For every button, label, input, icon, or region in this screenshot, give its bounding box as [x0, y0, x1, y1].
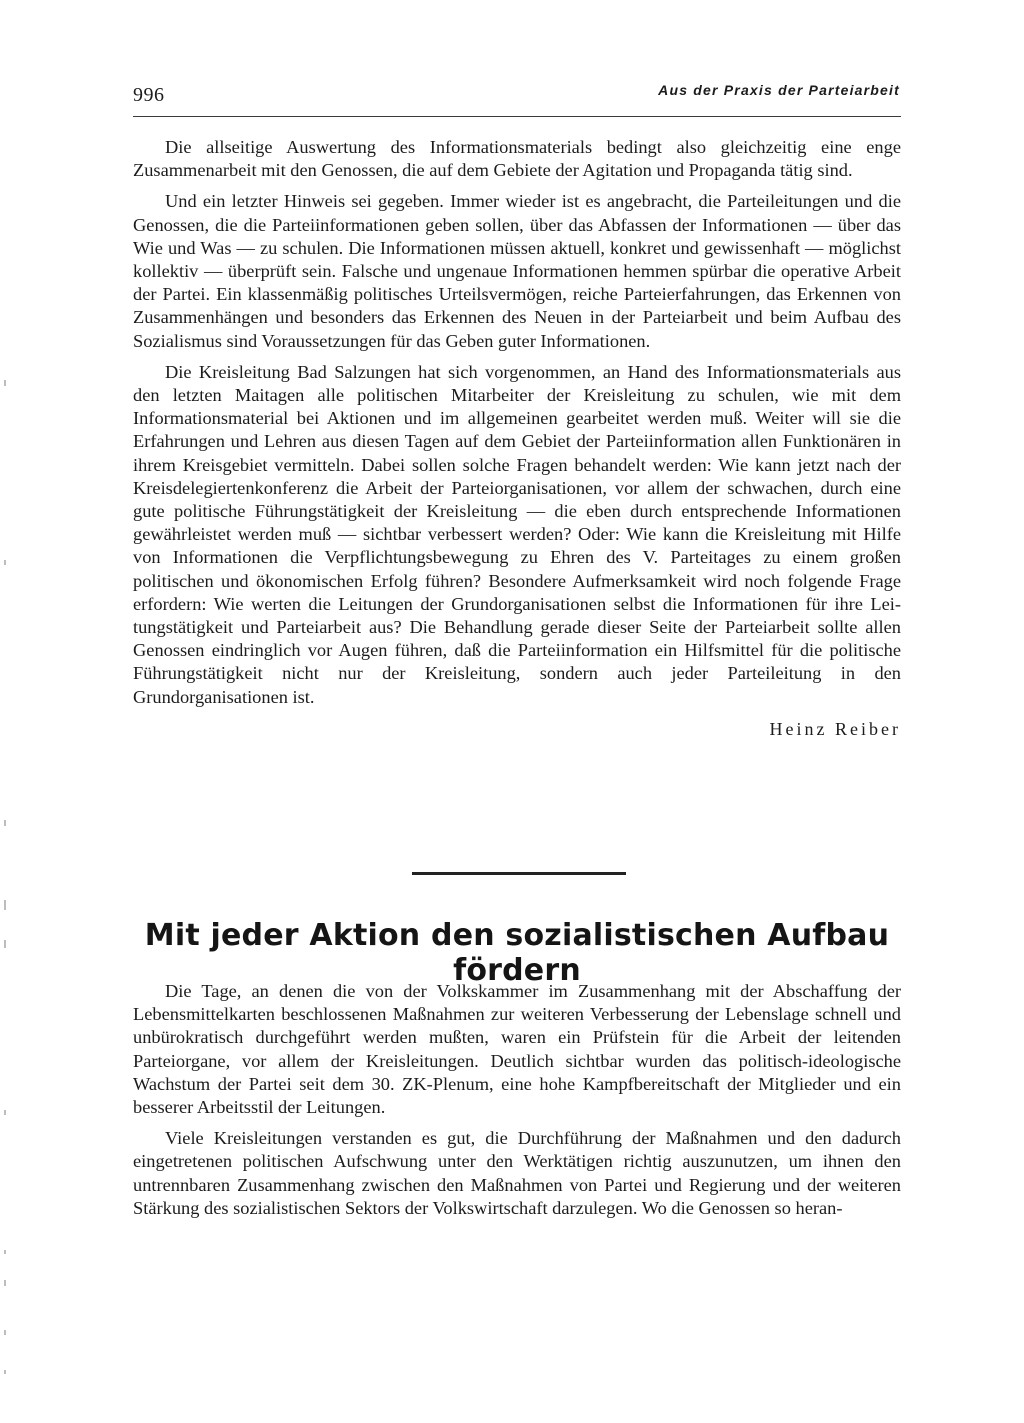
scan-margin-marks	[4, 0, 10, 1423]
article-2-paragraph-2: Viele Kreisleitungen verstanden es gut, die Durchführung der Maßnahmen und den dadurch eingetretenen politischen Aufschwung unter den Werktätigen richtig auszunutzen, um ihnen den untrennbaren Zusammenhang zwischen den Maßnahmen von Partei und Regierung und der weiteren Stärkung des sozialistischen Sektors der Volkswirtschaft darzulegen. Wo die Genossen so heran-	[133, 1128, 901, 1218]
article-2-body	[133, 980, 901, 1228]
article-1-paragraph-1: Die allseitige Auswertung des Informationsmaterials bedingt also gleichzeitig eine enge Zusammenarbeit mit den Genossen, die auf dem Gebiete der Agitation und Propaganda tätig sind.	[133, 137, 901, 181]
page-number: 996	[133, 84, 165, 106]
header-rule	[133, 116, 901, 117]
article-2-paragraph-1: Die Tage, an denen die von der Volkskammer im Zusammenhang mit der Abschaffung der Lebensmittelkarten beschlossenen Maßnahmen zur weiteren Verbesserung der Lebenslage schnell und unbürokratisch durchgeführt werden mußten, waren ein Prüfstein für die Arbeit der leitenden Parteiorgane, vor allem der Kreisleitungen. Deutlich sichtbar wurden das politisch-ideologische Wachstum der Partei seit dem 30. ZK-Plenum, eine hohe Kampfbereitschaft der Mitglieder und ein besserer Arbeitsstil der Leitungen.	[133, 981, 901, 1118]
article-1-paragraph-3: Die Kreisleitung Bad Salzungen hat sich vorgenommen, an Hand des Informationsmaterials aus den letzten Maitagen alle politischen Mitarbeiter der Kreisleitung zu schulen, wie mit dem Informationsmaterial bei Aktionen und im allgemeinen gearbeitet werden muß. Weiter will sie die Erfahrungen und Lehren aus diesen Tagen auf dem Gebiet der Parteiinformation allen Funktionären in ihrem Kreisgebiet vermitteln. Dabei sollen solche Fragen behandelt werden: Wie kann jetzt nach der Kreisdelegiertenkonferenz die Arbeit der Parteiorganisationen, vor allem der schwachen, durch eine gute politische Führungstätigkeit der Kreisleitung — die eben durch entsprechende Informationen gewährleistet werden muß — sichtbar verbessert werden? Oder: Wie kann die Kreisleitung mit Hilfe von Informationen die Verpflichtungsbewegung zu Ehren des V. Parteitages zu einem großen politischen und ökonomischen Erfolg führen? Besondere Aufmerksamkeit wird noch folgende Frage erfordern: Wie werten die Leitungen der Grundorganisationen selbst die Informationen für ihre Leitungstätigkeit und Parteiarbeit aus? Die Behandlung gerade dieser Seite der Parteiarbeit sollte allen Genossen eindringlich vor Augen führen, daß die Parteiinformation ein Hilfsmittel für die politische Führungstätigkeit nicht nur der Kreisleitung, sondern auch jeder Parteileitung in den Grundorganisationen ist.	[133, 361, 901, 707]
article-1-paragraph-2: Und ein letzter Hinweis sei gegeben. Immer wieder ist es angebracht, die Parteileitungen und die Genossen, die die Parteiinformationen geben sollen, über das Abfassen der Informationen — über das Wie und Was — zu schulen. Die Informationen müssen aktuell, konkret und gewissenhaft — möglichst kollektiv — überprüft sein. Falsche und ungenaue Informationen hemmen spürbar die operative Arbeit der Partei. Ein klassenmäßig politisches Urteilsvermögen, reiche Parteierfahrungen, das Erkennen von Zusammenhängen und besonders das Erkennen des Neuen in der Parteiarbeit und beim Aufbau des Sozialismus sind Voraussetzungen für das Geben guter Informationen.	[133, 191, 901, 351]
article-2-title: Mit jeder Aktion den sozialistischen Aufbau fördern	[144, 918, 890, 988]
running-title: Aus der Praxis der Parteiarbeit	[658, 82, 900, 98]
section-divider	[412, 872, 626, 875]
article-1-author: Heinz Reiber	[769, 718, 901, 739]
article-1-body	[133, 136, 901, 741]
